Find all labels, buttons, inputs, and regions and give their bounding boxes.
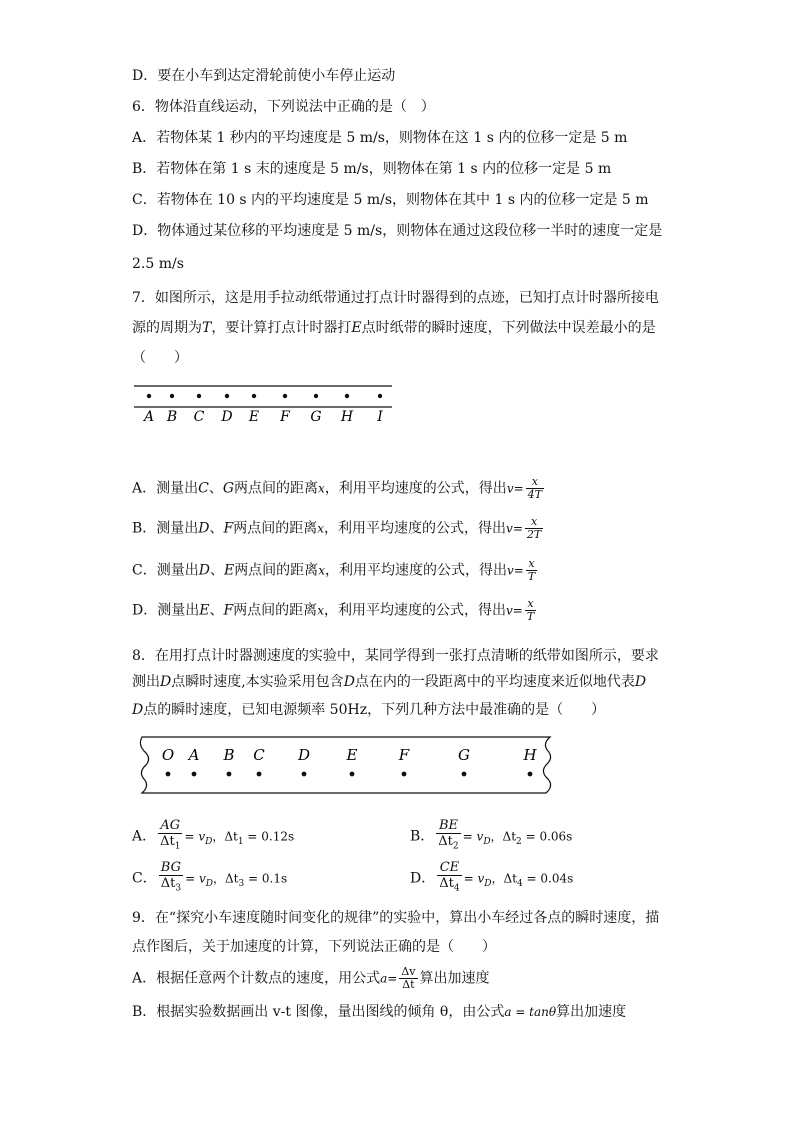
q7-stem-2: 源的周期为T，要计算打点计时器打E点时纸带的瞬时速度，下列做法中误差最小的是 [132, 320, 656, 336]
q9-option-b: B．根据实验数据画出 v-t 图像，量出图线的倾角 θ，由公式a = tanθ算出加速度 [132, 1004, 627, 1020]
q5-option-d: D．要在小车到达定滑轮前使小车停止运动 [132, 68, 396, 84]
tape8-label: B [223, 746, 235, 764]
q8-fraction: $\frac{CE}{\Delta t_4}$ [439, 860, 460, 894]
tape7-label: E [248, 409, 260, 425]
tape8-label: O [161, 746, 175, 764]
tape8-label: H [523, 746, 537, 764]
q8-fraction: $\frac{BG}{\Delta t_3}$ [160, 860, 182, 894]
velocity-fraction: $\frac{x}{2T}$ [526, 515, 542, 541]
q6-option-a: A．若物体某 1 秒内的平均速度是 5 m/s，则物体在这 1 s 内的位移一定是 5 m [132, 130, 628, 146]
tape7-label: H [340, 409, 354, 425]
tape8-dot [402, 772, 407, 777]
tape7-dot [314, 394, 318, 398]
q8-option: C． $\frac{BG}{\Delta t_3}$ = $v_D$，$\Delta t_3 = 0.1s$ [132, 860, 287, 897]
q8-stem-2: 测出D点瞬时速度,本实验采用包含D点在内的一段距离中的平均速度来近似地代表D [132, 674, 647, 690]
q8-stem-1: 8．在用打点计时器测速度的实验中，某同学得到一张打点清晰的纸带如图所示，要求 [132, 648, 659, 664]
q9-option-a: A．根据任意两个计数点的速度，用公式a= $\frac{\Delta v}{\Delta t}$ 算出加速度 [132, 965, 490, 991]
q7-option: A．测量出C、G两点间的距离x，利用平均速度的公式，得出v= $\frac{x}{4T}$ [132, 475, 542, 501]
tape7-label: D [221, 409, 233, 425]
q9-stem-2: 点作图后，关于加速度的计算，下列说法正确的是（ ） [132, 939, 496, 955]
tape8-label: C [253, 746, 265, 764]
velocity-fraction: $\frac{x}{4T}$ [527, 475, 542, 501]
tape7-dot [283, 394, 287, 398]
q6-option-c: C．若物体在 10 s 内的平均速度是 5 m/s，则物体在其中 1 s 内的位移一定是 5 m [132, 192, 649, 208]
tape8-dot [350, 772, 355, 777]
tape8-dot [166, 772, 171, 777]
q6-stem: 6．物体沿直线运动，下列说法中正确的是（ ） [132, 99, 435, 115]
tan-formula: a = tanθ [504, 1005, 557, 1019]
tape7-dot [170, 394, 174, 398]
tape7-label: C [193, 409, 205, 425]
velocity-fraction: $\frac{x}{T}$ [527, 557, 536, 583]
q7-option: D．测量出E、F两点间的距离x，利用平均速度的公式，得出v= $\frac{x}{T}$ [132, 597, 535, 623]
tape-diagram-q7 [132, 380, 394, 426]
tape7-dot [378, 394, 382, 398]
tape8-label: A [188, 746, 200, 764]
q8-fraction: $\frac{BE}{\Delta t_2}$ [438, 818, 459, 852]
tape7-label: G [310, 409, 322, 425]
tape7-dot [252, 394, 256, 398]
q6-option-d: D．物体通过某位移的平均速度是 5 m/s，则物体在通过这段位移一半时的速度一定是 [132, 223, 663, 239]
tape7-label: I [377, 409, 383, 425]
tape8-dot [192, 772, 197, 777]
q6-option-b: B．若物体在第 1 s 末的速度是 5 m/s，则物体在第 1 s 内的位移一定是 5 m [132, 161, 612, 177]
q6-option-d-cont: 2.5 m/s [132, 256, 184, 272]
period-symbol: T [202, 320, 212, 336]
q8-option: B． $\frac{BE}{\Delta t_2}$ = $v_D$，$\Delta t_2 = 0.06s$ [410, 818, 572, 855]
q8-fraction: $\frac{AG}{\Delta t_1}$ [160, 818, 181, 852]
tape7-label: F [280, 409, 290, 425]
q8-stem-3: D点的瞬时速度，已知电源频率 50Hz，下列几种方法中最准确的是（ ） [132, 702, 606, 718]
velocity-fraction: $\frac{x}{T}$ [526, 597, 535, 623]
q8-option: A． $\frac{AG}{\Delta t_1}$ = $v_D$，$\Delta t_1 = 0.12s$ [132, 818, 294, 855]
tape7-label: B [166, 409, 178, 425]
tape8-dot [227, 772, 232, 777]
tape8-dot [528, 772, 533, 777]
tape7-dot [147, 394, 151, 398]
tape-diagram-q8 [132, 734, 557, 796]
tape8-dot [462, 772, 467, 777]
tape7-label: A [143, 409, 155, 425]
q8-option: D． $\frac{CE}{\Delta t_4}$ = $v_D$，$\Delta t_4 = 0.04s$ [410, 860, 573, 897]
tape8-label: D [297, 746, 311, 764]
point-e-symbol: E [351, 320, 362, 336]
q9-stem-1: 9．在“探究小车速度随时间变化的规律”的实验中，算出小车经过各点的瞬时速度，描 [132, 910, 660, 926]
tape7-dot [197, 394, 201, 398]
tape8-label: G [458, 746, 470, 764]
tape8-label: F [398, 746, 410, 764]
q7-stem-3: （ ） [132, 350, 188, 366]
tape7-dot [345, 394, 349, 398]
q7-option: C．测量出D、E两点间的距离x，利用平均速度的公式，得出v= $\frac{x}{T}$ [132, 557, 536, 583]
tape8-dot [302, 772, 307, 777]
q7-option: B．测量出D、F两点间的距离x，利用平均速度的公式，得出v= $\frac{x}{2T}$ [132, 515, 542, 541]
dv-dt-fraction: $\frac{\Delta v}{\Delta t}$ [401, 965, 416, 991]
accel-symbol: a [380, 971, 388, 986]
tape7-dot [225, 394, 229, 398]
q7-stem-1: 7．如图所示，这是用手拉动纸带通过打点计时器得到的点迹，已知打点计时器所接电 [132, 290, 659, 306]
tape8-label: E [346, 746, 358, 764]
tape8-dot [257, 772, 262, 777]
